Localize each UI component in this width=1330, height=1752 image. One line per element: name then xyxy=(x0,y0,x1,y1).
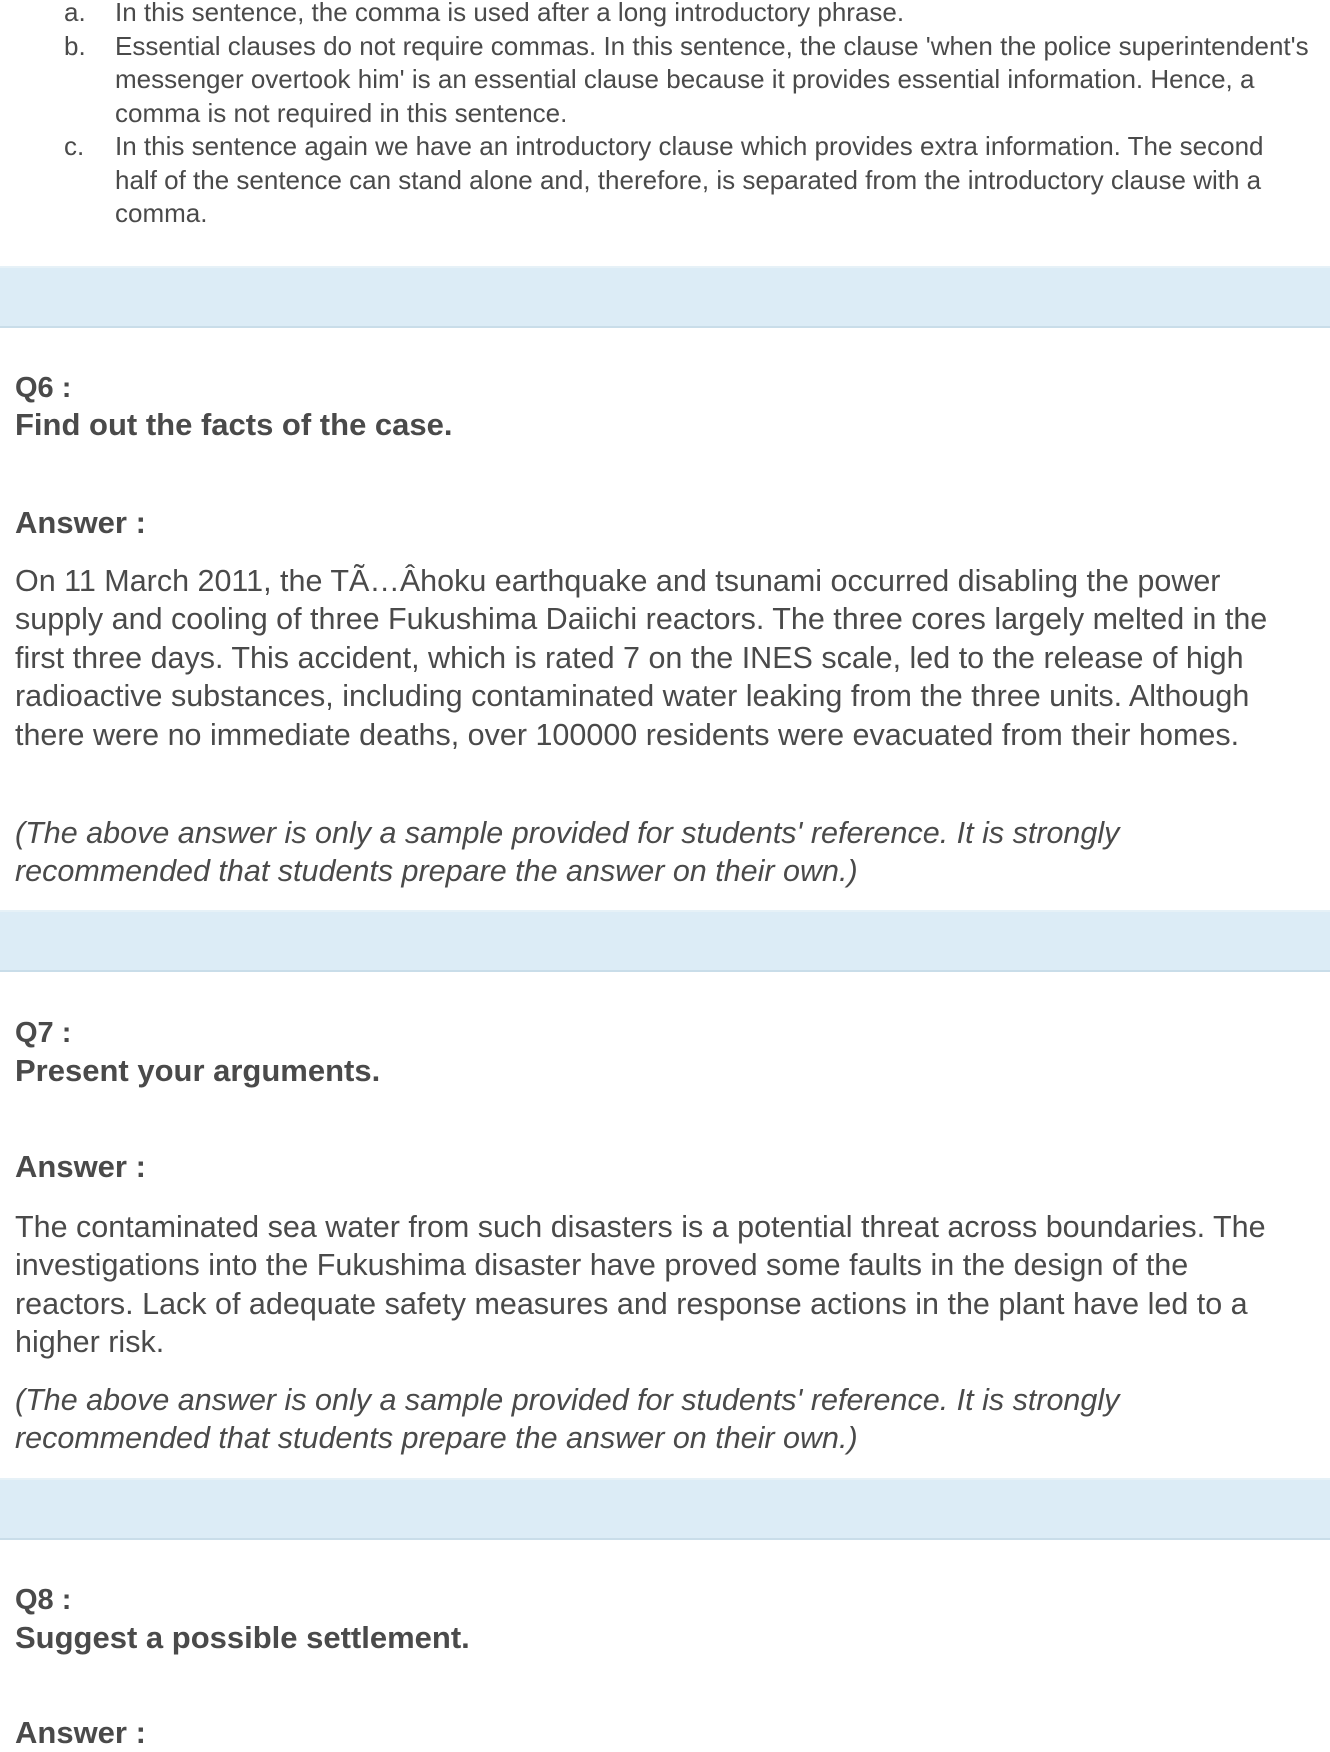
section-divider xyxy=(0,910,1330,972)
answer-label: Answer : xyxy=(15,1149,146,1184)
list-item xyxy=(0,30,1310,131)
question-title: Present your arguments. xyxy=(15,1053,381,1088)
list-text: In this sentence again we have an introductory clause which provides extra information. The second half of the sentence can stand alone and, therefore, is separated from the introductory clause with a comma. xyxy=(115,131,1264,228)
previous-answer-list xyxy=(0,0,1310,231)
list-marker: a. xyxy=(64,0,86,27)
list-item xyxy=(0,0,1310,30)
list-marker: b. xyxy=(64,30,86,61)
answer-label: Answer : xyxy=(15,505,146,540)
list-text: In this sentence, the comma is used after a long introductory phrase. xyxy=(115,0,905,27)
question-title: Find out the facts of the case. xyxy=(15,407,453,442)
list-marker: c. xyxy=(64,131,85,161)
answer-text: The contaminated sea water from such disasters is a potential threat across boundaries. The investigations into the Fukushima disaster have proved some faults in the design of the reactors. Lack of adequate safety measures and response actions in the plant have led to a higher risk. xyxy=(15,1210,1266,1360)
answer-note: (The above answer is only a sample provided for students' reference. It is strongly recommended that students prepare the answer on their own.) xyxy=(15,816,1120,889)
question-label: Q6 : xyxy=(15,372,72,404)
question-label: Q8 : xyxy=(15,1584,72,1616)
section-divider xyxy=(0,1478,1330,1540)
answer-label: Answer : xyxy=(15,1715,146,1750)
question-title: Suggest a possible settlement. xyxy=(15,1620,470,1655)
list-text: Essential clauses do not require commas. In this sentence, the clause 'when the police superintendent's messenger overtook him' is an essential clause because it provides essential information. Hence, a comma is not required in this sentence. xyxy=(115,30,1309,128)
answer-note: (The above answer is only a sample provided for students' reference. It is strongly recommended that students prepare the answer on their own.) xyxy=(15,1383,1120,1456)
section-divider xyxy=(0,266,1330,328)
list-item xyxy=(0,130,1310,231)
question-label: Q7 : xyxy=(15,1017,72,1049)
answer-text: On 11 March 2011, the TÃ…Âhoku earthquake and tsunami occurred disabling the power supply and cooling of three Fukushima Daiichi reactors. The three cores largely melted in the first three days. This accident, which is rated 7 on the INES scale, led to the release of high radioactive substances, including contaminated water leaking from the three units. Although there were no immediate deaths, over 100000 residents were evacuated from their homes. xyxy=(15,564,1268,752)
